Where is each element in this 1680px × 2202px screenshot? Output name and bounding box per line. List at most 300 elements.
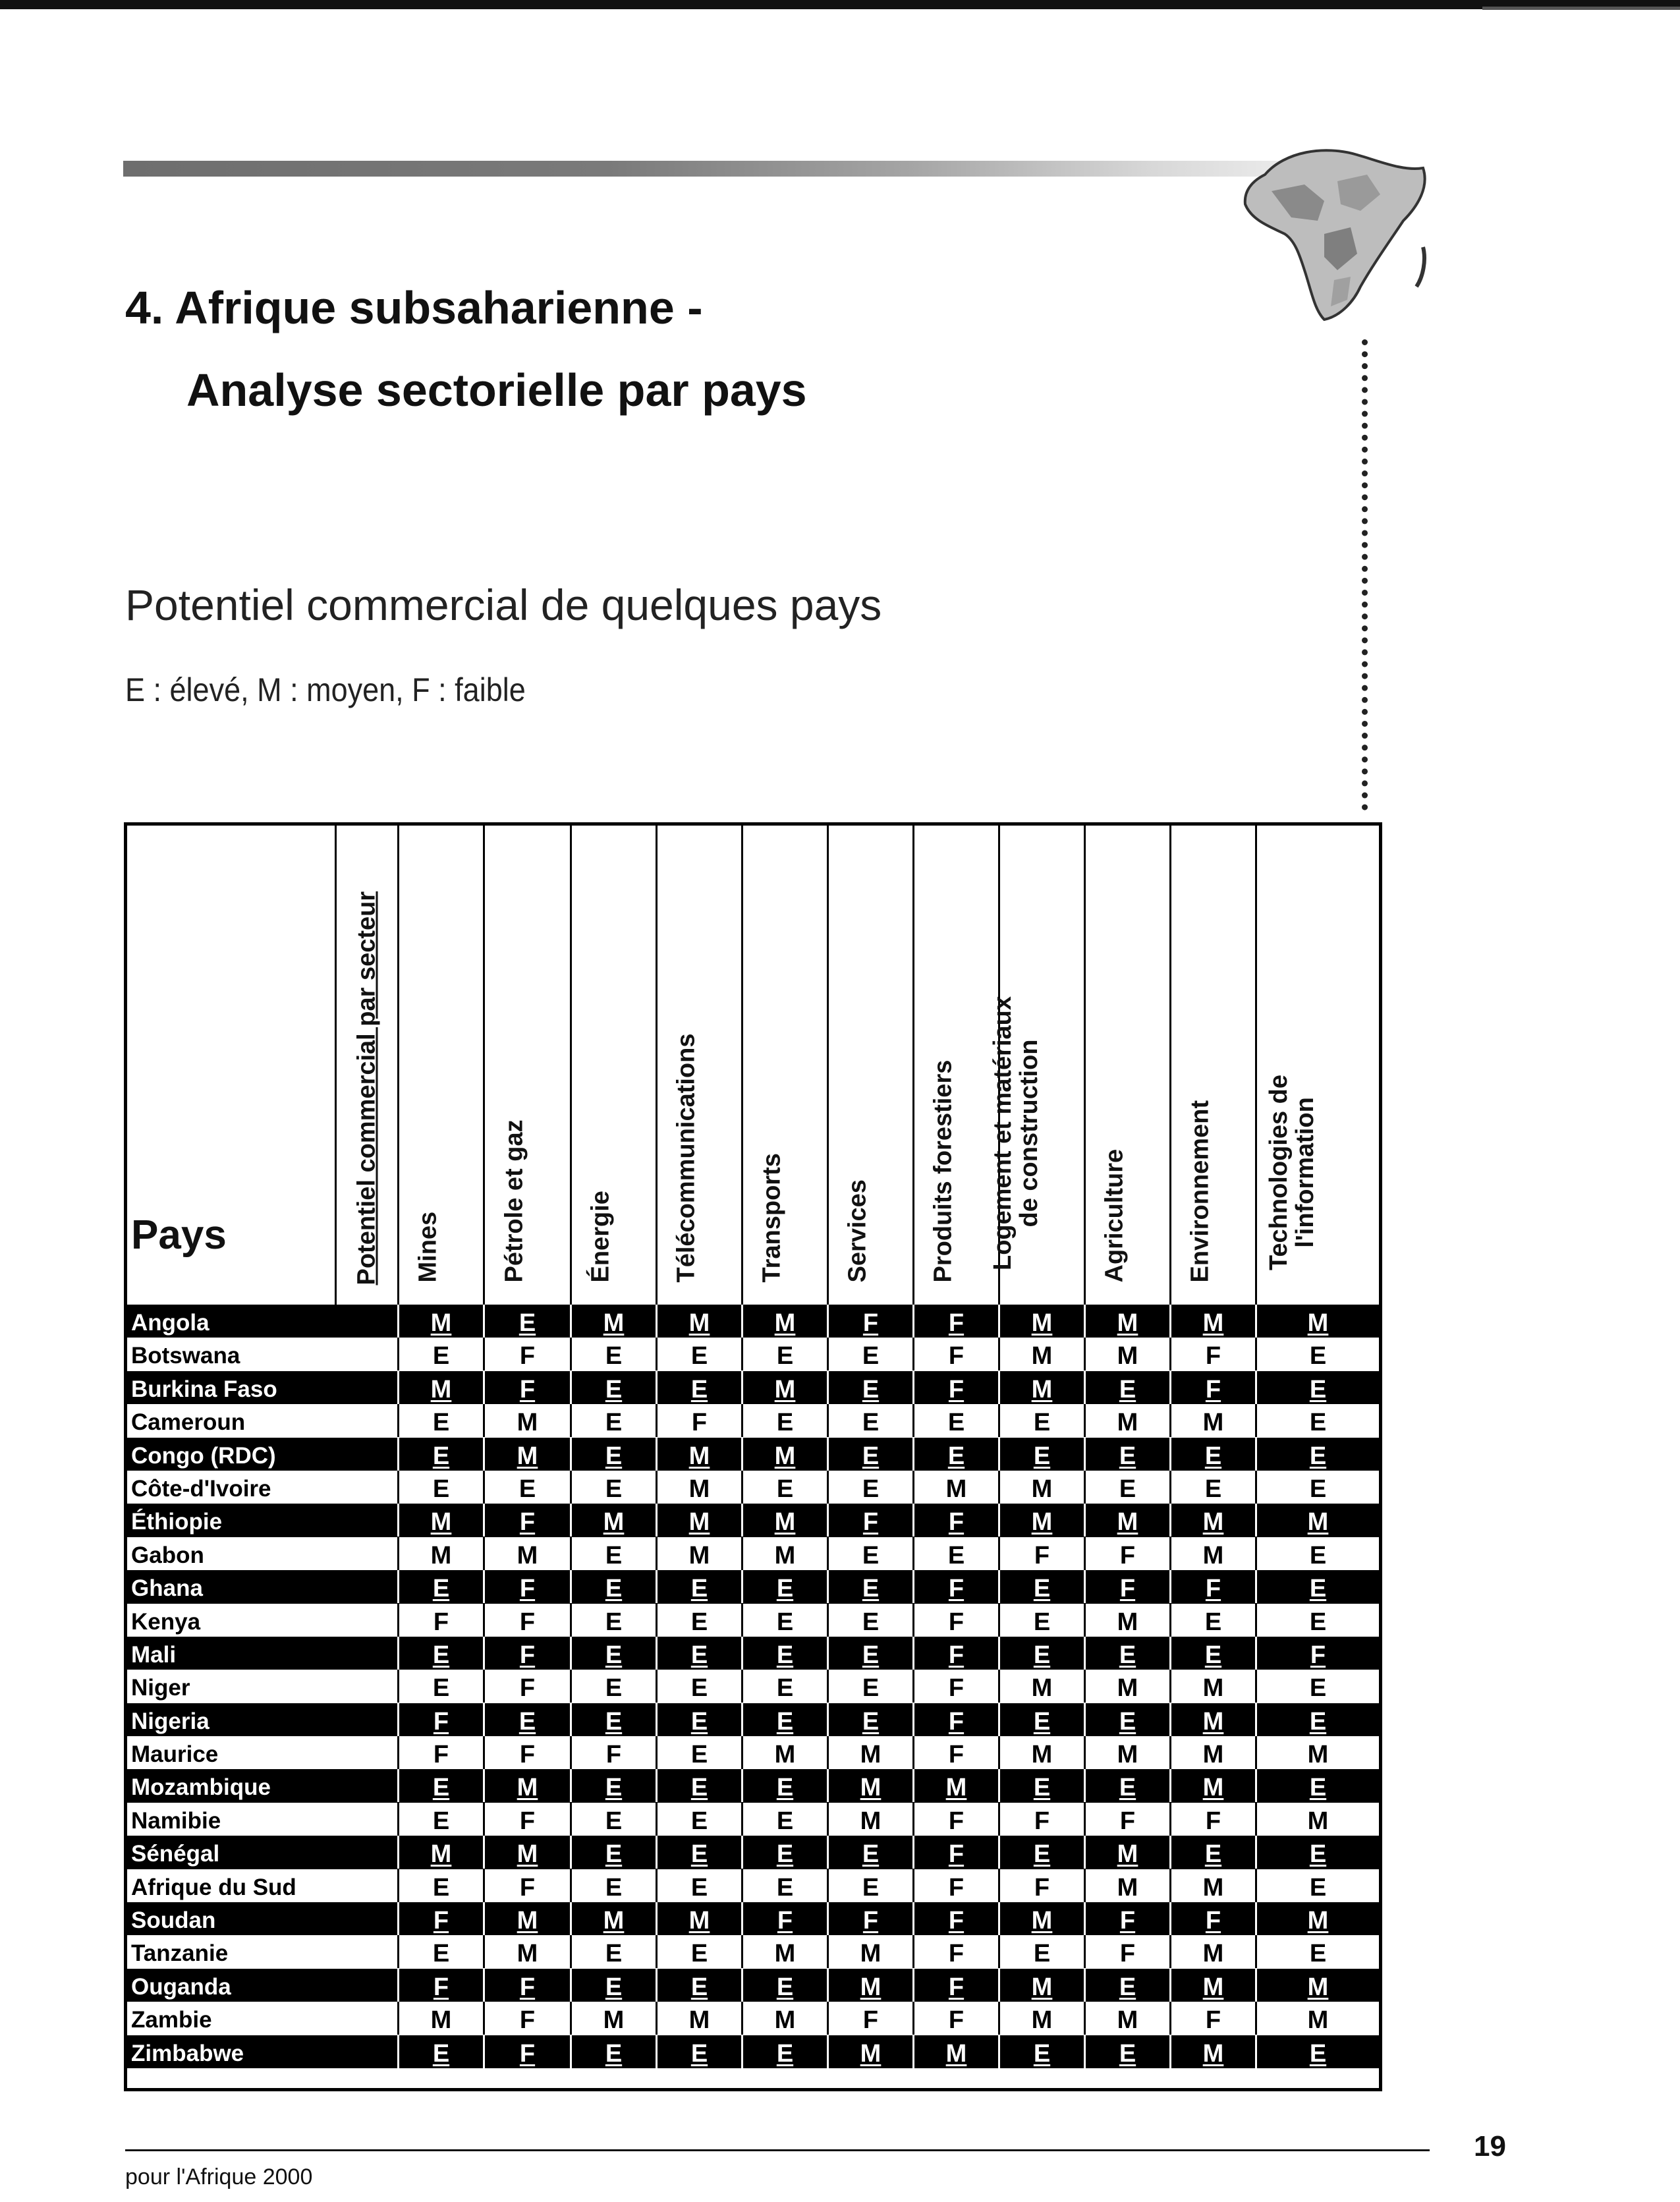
rating-value: F <box>519 1674 536 1703</box>
country-name: Kenya <box>131 1608 201 1635</box>
rating-cell <box>1084 1338 1169 1370</box>
rating-cell <box>1169 1305 1255 1338</box>
rating-cell <box>998 1736 1084 1769</box>
rating-value: M <box>603 1309 625 1337</box>
rating-cell <box>397 1736 483 1769</box>
rating-value: E <box>862 1873 880 1902</box>
rating-cell <box>1084 1803 1169 1836</box>
rating-cell <box>741 1736 827 1769</box>
rating-value: E <box>1119 1774 1136 1802</box>
rating-cell <box>656 1404 741 1437</box>
rating-cell <box>483 1604 570 1637</box>
rating-cell <box>827 1769 912 1802</box>
rating-value: M <box>1202 1541 1224 1569</box>
rating-cell <box>827 1969 912 2002</box>
rating-value: M <box>688 1442 710 1470</box>
chapter-title-line-2: Analyse sectorielle par pays <box>186 364 807 416</box>
table-row <box>127 1836 1379 1869</box>
rating-cell <box>397 2035 483 2068</box>
rating-value: F <box>862 1907 879 1935</box>
rating-cell <box>912 1604 998 1637</box>
rating-cell <box>570 2002 656 2035</box>
rating-cell <box>998 1637 1084 1670</box>
rating-value: E <box>1309 1409 1327 1437</box>
header-sector-cell <box>988 826 1084 1305</box>
page-number: 19 <box>1474 2130 1506 2162</box>
rating-value: F <box>1034 1541 1050 1569</box>
country-name: Côte-d'Ivoire <box>131 1475 271 1502</box>
rating-cell <box>741 1604 827 1637</box>
vertical-dotted-line <box>1362 339 1368 810</box>
rating-value: M <box>1117 1342 1138 1370</box>
rating-value: E <box>690 1641 708 1669</box>
rating-value: E <box>776 1774 794 1802</box>
country-name: Angola <box>131 1310 210 1336</box>
country-name: Éthiopie <box>131 1509 223 1535</box>
rating-value: E <box>1119 1641 1136 1669</box>
rating-cell <box>483 1504 570 1537</box>
table-header-row <box>127 826 1379 1307</box>
rating-value: M <box>1031 1741 1053 1769</box>
rating-cell <box>998 1902 1084 1935</box>
rating-value: M <box>1031 1674 1053 1703</box>
rating-cell <box>1084 1969 1169 2002</box>
rating-cell <box>741 1935 827 1968</box>
rating-cell <box>827 1935 912 1968</box>
rating-cell <box>1084 1736 1169 1769</box>
rating-cell <box>570 2035 656 2068</box>
rating-cell <box>1084 1504 1169 1537</box>
table-row <box>127 1935 1379 1968</box>
header-sector-cell <box>483 826 570 1305</box>
header-sector-label: Agriculture <box>1100 1148 1128 1283</box>
header-potentiel-cell <box>335 826 397 1305</box>
rating-value: E <box>1309 1475 1327 1503</box>
rating-cell <box>998 1969 1084 2002</box>
rating-value: F <box>1119 1907 1136 1935</box>
rating-cell <box>656 1537 741 1570</box>
rating-value: F <box>1119 1541 1136 1569</box>
footer-rule <box>125 2149 1430 2151</box>
rating-value: E <box>605 1707 623 1736</box>
rating-value: E <box>1309 1608 1327 1636</box>
rating-value: E <box>518 1475 536 1503</box>
rating-value: E <box>1204 1840 1222 1869</box>
country-name: Afrique du Sud <box>131 1874 296 1900</box>
rating-value: M <box>430 1508 452 1537</box>
rating-cell <box>827 2002 912 2035</box>
rating-value: F <box>1205 1342 1221 1370</box>
rating-value: E <box>1309 1840 1327 1869</box>
rating-value: F <box>433 1907 449 1935</box>
rating-value: E <box>1309 1541 1327 1569</box>
rating-cell <box>656 1935 741 1968</box>
rating-value: E <box>605 1840 623 1869</box>
rating-value: E <box>1033 1442 1051 1470</box>
rating-cell <box>656 1570 741 1603</box>
rating-value: F <box>433 1707 449 1736</box>
rating-cell <box>827 1637 912 1670</box>
rating-cell <box>1084 1637 1169 1670</box>
rating-cell <box>998 1504 1084 1537</box>
rating-value: M <box>774 1442 796 1470</box>
rating-value: F <box>948 1873 965 1902</box>
rating-cell <box>912 1570 998 1603</box>
rating-value: E <box>862 1707 880 1736</box>
rating-value: M <box>1117 1873 1138 1902</box>
rating-cell <box>483 1935 570 1968</box>
table-row <box>127 1471 1379 1504</box>
rating-cell <box>397 1604 483 1637</box>
rating-value: M <box>1307 1973 1329 2001</box>
rating-cell <box>1255 1736 1379 1769</box>
rating-cell <box>1084 1537 1169 1570</box>
rating-value: M <box>688 1907 710 1935</box>
rating-value: E <box>862 1409 880 1437</box>
table-row <box>127 1371 1379 1404</box>
rating-cell <box>483 1404 570 1437</box>
rating-value: M <box>1202 1508 1224 1537</box>
rating-value: M <box>1202 1741 1224 1769</box>
table-row <box>127 1902 1379 1935</box>
rating-cell <box>741 1769 827 1802</box>
rating-cell <box>741 1670 827 1703</box>
africa-map-icon <box>1225 128 1443 326</box>
rating-cell <box>998 2035 1084 2068</box>
rating-value: E <box>1119 1442 1136 1470</box>
rating-cell <box>1084 1438 1169 1471</box>
rating-value: M <box>430 1309 452 1337</box>
rating-cell <box>397 1438 483 1471</box>
country-name: Nigeria <box>131 1708 210 1734</box>
rating-value: M <box>774 1940 796 1968</box>
country-name: Ouganda <box>131 1973 231 2000</box>
rating-value: E <box>1309 1375 1327 1403</box>
header-sector-label-line: de construction <box>1015 1039 1043 1228</box>
rating-value: E <box>1309 1873 1327 1902</box>
header-sector-cell <box>1084 826 1169 1305</box>
rating-cell <box>912 1869 998 1902</box>
rating-cell <box>570 1438 656 1471</box>
rating-value: M <box>860 1807 882 1835</box>
country-name: Botswana <box>131 1343 240 1369</box>
rating-value: E <box>605 1409 623 1437</box>
country-name: Gabon <box>131 1542 204 1568</box>
table-row <box>127 1637 1379 1670</box>
rating-cell <box>570 1404 656 1437</box>
rating-value: M <box>1031 1342 1053 1370</box>
rating-value: F <box>519 2039 536 2068</box>
rating-cell <box>1169 1471 1255 1504</box>
rating-cell <box>998 1703 1084 1736</box>
rating-cell <box>741 1803 827 1836</box>
table-row <box>127 1404 1379 1437</box>
rating-cell <box>1169 1637 1255 1670</box>
rating-cell <box>656 1670 741 1703</box>
country-name: Mozambique <box>131 1774 271 1801</box>
rating-cell <box>397 1637 483 1670</box>
rating-cell <box>1169 1570 1255 1603</box>
rating-cell <box>912 1537 998 1570</box>
rating-cell <box>1169 1803 1255 1836</box>
rating-cell <box>827 1338 912 1370</box>
table-legend: E : élevé, M : moyen, F : faible <box>125 671 526 708</box>
rating-value: F <box>519 1741 536 1769</box>
rating-value: E <box>1309 1674 1327 1703</box>
rating-cell <box>397 1869 483 1902</box>
rating-value: M <box>774 1508 796 1537</box>
rating-cell <box>741 2035 827 2068</box>
rating-value: E <box>605 1575 623 1603</box>
header-sector-label: Produits forestiers <box>929 1059 957 1283</box>
rating-cell <box>912 1471 998 1504</box>
rating-value: E <box>690 1774 708 1802</box>
rating-value: F <box>519 1807 536 1835</box>
rating-cell <box>1255 1570 1379 1603</box>
rating-cell <box>827 1902 912 1935</box>
rating-cell <box>1084 1836 1169 1869</box>
rating-value: F <box>605 1741 622 1769</box>
rating-cell <box>1255 1902 1379 1935</box>
rating-value: E <box>862 1475 880 1503</box>
table-row <box>127 1438 1379 1471</box>
rating-cell <box>912 2035 998 2068</box>
rating-cell <box>912 1836 998 1869</box>
rating-value: E <box>862 1342 880 1370</box>
rating-value: E <box>1033 1940 1051 1968</box>
rating-cell <box>1169 1338 1255 1370</box>
chapter-title <box>125 267 807 432</box>
rating-value: E <box>1119 2039 1136 2068</box>
rating-cell <box>1255 2035 1379 2068</box>
country-name: Congo (RDC) <box>131 1442 276 1469</box>
rating-cell <box>570 1570 656 1603</box>
header-sector-label: Environnement <box>1186 1100 1214 1283</box>
rating-cell <box>656 1305 741 1338</box>
table-row <box>127 1670 1379 1703</box>
rating-cell <box>1169 2035 1255 2068</box>
rating-cell <box>570 1935 656 1968</box>
rating-cell <box>570 1869 656 1902</box>
rating-value: E <box>690 1840 708 1869</box>
rating-value: E <box>518 1309 536 1337</box>
table-row <box>127 1604 1379 1637</box>
rating-cell <box>1169 1769 1255 1802</box>
rating-value: M <box>1202 1707 1224 1736</box>
rating-value: M <box>860 1940 882 1968</box>
rating-value: E <box>862 1840 880 1869</box>
rating-cell <box>1255 1703 1379 1736</box>
rating-value: E <box>605 1807 623 1835</box>
rating-cell <box>1084 1902 1169 1935</box>
rating-value: F <box>948 1375 965 1403</box>
rating-cell <box>998 1604 1084 1637</box>
rating-cell <box>483 1736 570 1769</box>
rating-value: M <box>1031 1508 1053 1537</box>
rating-cell <box>1169 1703 1255 1736</box>
rating-value: E <box>776 1707 794 1736</box>
rating-value: M <box>1307 1807 1329 1835</box>
rating-value: E <box>947 1541 965 1569</box>
country-name: Ghana <box>131 1575 203 1602</box>
rating-cell <box>1255 1504 1379 1537</box>
rating-cell <box>1084 1670 1169 1703</box>
rating-cell <box>483 1769 570 1802</box>
rating-cell <box>1255 1338 1379 1370</box>
rating-value: E <box>605 1873 623 1902</box>
rating-value: M <box>430 1375 452 1403</box>
rating-cell <box>397 1902 483 1935</box>
rating-cell <box>656 1769 741 1802</box>
rating-cell <box>483 1471 570 1504</box>
rating-cell <box>741 1969 827 2002</box>
rating-value: F <box>948 1707 965 1736</box>
rating-value: E <box>690 1674 708 1703</box>
rating-value: M <box>517 1541 538 1569</box>
rating-cell <box>1255 1537 1379 1570</box>
rating-cell <box>1169 1404 1255 1437</box>
country-name: Tanzanie <box>131 1940 229 1967</box>
rating-value: M <box>774 1309 796 1337</box>
rating-value: M <box>517 1774 538 1802</box>
rating-cell <box>741 1471 827 1504</box>
rating-cell <box>998 1537 1084 1570</box>
rating-value: M <box>945 1774 967 1802</box>
header-sector-label-line: Logement et matériaux <box>988 996 1017 1270</box>
rating-value: F <box>948 1741 965 1769</box>
rating-cell <box>827 2035 912 2068</box>
rating-cell <box>998 1338 1084 1370</box>
rating-value: E <box>1204 1641 1222 1669</box>
rating-value: F <box>519 1973 536 2001</box>
rating-cell <box>912 1438 998 1471</box>
rating-value: E <box>690 1707 708 1736</box>
rating-value: E <box>1204 1608 1222 1636</box>
rating-cell <box>483 1338 570 1370</box>
header-pays-cell <box>127 826 335 1305</box>
rating-value: M <box>1117 1608 1138 1636</box>
rating-value: M <box>1117 1741 1138 1769</box>
rating-cell <box>1255 1670 1379 1703</box>
top-border-rule <box>0 0 1680 9</box>
rating-cell <box>998 1471 1084 1504</box>
rating-cell <box>397 1969 483 2002</box>
rating-value: M <box>945 2039 967 2068</box>
rating-cell <box>570 1504 656 1537</box>
rating-value: E <box>690 1375 708 1403</box>
rating-cell <box>1084 1305 1169 1338</box>
rating-cell <box>483 1537 570 1570</box>
header-sector-cell <box>1169 826 1255 1305</box>
rating-value: E <box>690 1741 708 1769</box>
rating-value: E <box>1309 1575 1327 1603</box>
rating-value: E <box>605 1774 623 1802</box>
rating-value: E <box>690 2039 708 2068</box>
rating-cell <box>397 1404 483 1437</box>
rating-cell <box>570 1836 656 1869</box>
rating-value: E <box>862 1641 880 1669</box>
rating-value: F <box>948 2006 965 2035</box>
rating-cell <box>1169 1504 1255 1537</box>
rating-cell <box>570 1604 656 1637</box>
rating-value: F <box>519 1641 536 1669</box>
rating-value: F <box>519 2006 536 2035</box>
country-name: Zambie <box>131 2007 212 2033</box>
rating-cell <box>483 1371 570 1404</box>
table-body <box>127 1305 1379 2068</box>
rating-value: F <box>433 1608 449 1636</box>
rating-value: E <box>605 1608 623 1636</box>
rating-cell <box>998 1305 1084 1338</box>
rating-cell <box>483 1637 570 1670</box>
rating-value: E <box>605 1940 623 1968</box>
rating-cell <box>1084 1471 1169 1504</box>
rating-cell <box>827 1736 912 1769</box>
header-sector-label-line: l'information <box>1291 1097 1319 1248</box>
country-name: Mali <box>131 1641 177 1668</box>
rating-value: E <box>432 1873 450 1902</box>
rating-cell <box>912 1935 998 1968</box>
rating-cell <box>912 1504 998 1537</box>
rating-value: E <box>776 1342 794 1370</box>
table-row <box>127 1803 1379 1836</box>
rating-cell <box>397 1769 483 1802</box>
rating-value: E <box>605 1475 623 1503</box>
rating-value: M <box>688 1508 710 1537</box>
rating-cell <box>570 1803 656 1836</box>
table-row <box>127 2035 1379 2068</box>
rating-cell <box>397 1703 483 1736</box>
rating-value: F <box>862 1508 879 1537</box>
rating-value: F <box>948 1608 965 1636</box>
header-sector-cell <box>1255 826 1379 1305</box>
rating-value: E <box>432 1475 450 1503</box>
rating-cell <box>483 1836 570 1869</box>
rating-cell <box>741 1637 827 1670</box>
rating-value: E <box>690 1608 708 1636</box>
rating-value: M <box>1307 1309 1329 1337</box>
rating-value: E <box>862 1375 880 1403</box>
header-sector-label: Pétrole et gaz <box>500 1119 528 1283</box>
rating-value: F <box>948 1674 965 1703</box>
rating-cell <box>827 1305 912 1338</box>
rating-value: E <box>1033 1774 1051 1802</box>
rating-cell <box>1255 1637 1379 1670</box>
rating-value: M <box>1202 1309 1224 1337</box>
rating-value: F <box>948 1575 965 1603</box>
rating-cell <box>912 1305 998 1338</box>
rating-value: M <box>430 1840 452 1869</box>
rating-value: E <box>690 1807 708 1835</box>
rating-value: M <box>860 2039 882 2068</box>
rating-value: F <box>519 1342 536 1370</box>
rating-value: M <box>517 1442 538 1470</box>
rating-value: F <box>519 1375 536 1403</box>
rating-value: F <box>777 1907 793 1935</box>
rating-value: E <box>1033 1409 1051 1437</box>
rating-value: E <box>432 1442 450 1470</box>
rating-value: E <box>690 1575 708 1603</box>
rating-value: E <box>605 1342 623 1370</box>
table-row <box>127 1969 1379 2002</box>
rating-value: M <box>1117 1840 1138 1869</box>
rating-value: E <box>432 1575 450 1603</box>
rating-value: E <box>1309 1774 1327 1802</box>
rating-cell <box>397 1305 483 1338</box>
rating-cell <box>912 2002 998 2035</box>
rating-cell <box>1255 1969 1379 2002</box>
country-name: Maurice <box>131 1741 219 1768</box>
